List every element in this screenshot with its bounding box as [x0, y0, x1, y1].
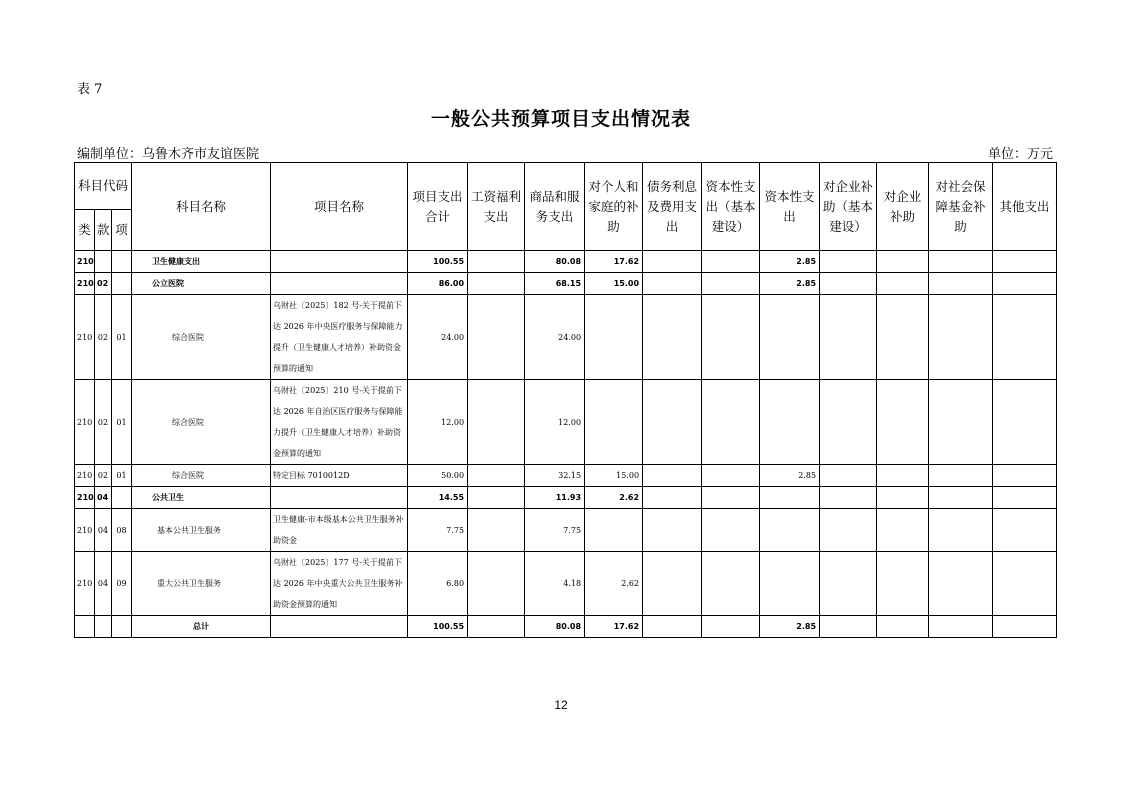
cell-capital — [760, 380, 820, 465]
cell-total: 100.55 — [408, 616, 468, 638]
cell-subject: 综合医院 — [132, 380, 271, 465]
header-xiang: 项 — [112, 210, 132, 251]
cell-other — [993, 509, 1057, 552]
cell-capital-basic — [702, 509, 760, 552]
cell-social — [929, 552, 993, 616]
table-number: 表 7 — [77, 82, 103, 97]
cell-wages — [468, 273, 525, 295]
header-goods: 商品和服务支出 — [525, 163, 585, 251]
cell-capital: 2.85 — [760, 273, 820, 295]
header-debt: 债务利息及费用支出 — [643, 163, 702, 251]
cell-goods: 7.75 — [525, 509, 585, 552]
cell-xiang — [112, 487, 132, 509]
cell-other — [993, 487, 1057, 509]
header-code-group: 科目代码 — [75, 163, 132, 210]
total-label: 总计 — [132, 616, 271, 638]
cell-capital-basic — [702, 552, 760, 616]
cell-goods: 4.18 — [525, 552, 585, 616]
cell-xiang — [112, 251, 132, 273]
cell-personal — [585, 380, 643, 465]
cell-debt — [643, 509, 702, 552]
cell-enterprise — [877, 509, 929, 552]
cell-lei: 210 — [75, 380, 95, 465]
table-row — [75, 380, 1057, 465]
cell-xiang: 01 — [112, 295, 132, 380]
cell-lei: 210 — [75, 273, 95, 295]
cell-enterprise-basic — [820, 251, 877, 273]
page-title: 一般公共预算项目支出情况表 — [430, 108, 691, 130]
cell-wages — [468, 295, 525, 380]
header-subject-name: 科目名称 — [132, 163, 271, 251]
cell-capital — [760, 295, 820, 380]
cell-subject: 重大公共卫生服务 — [132, 552, 271, 616]
cell-capital: 2.85 — [760, 465, 820, 487]
cell-personal: 17.62 — [585, 616, 643, 638]
cell-other — [993, 380, 1057, 465]
cell-xiang: 09 — [112, 552, 132, 616]
cell-enterprise-basic — [820, 509, 877, 552]
cell-capital-basic — [702, 251, 760, 273]
header-total: 项目支出合计 — [408, 163, 468, 251]
cell-capital: 2.85 — [760, 616, 820, 638]
budget-table — [74, 162, 1057, 638]
cell-capital-basic — [702, 616, 760, 638]
cell-xiang — [112, 273, 132, 295]
cell-total: 14.55 — [408, 487, 468, 509]
header-other: 其他支出 — [993, 163, 1057, 251]
unit-label: 单位：万元 — [987, 147, 1053, 162]
cell-kuan — [95, 616, 112, 638]
cell-enterprise-basic — [820, 465, 877, 487]
cell-kuan: 04 — [95, 509, 112, 552]
cell-kuan: 02 — [95, 380, 112, 465]
cell-capital-basic — [702, 465, 760, 487]
table-row — [75, 487, 1057, 509]
cell-total: 6.80 — [408, 552, 468, 616]
header-enterprise: 对企业补助 — [877, 163, 929, 251]
cell-capital — [760, 509, 820, 552]
cell-other — [993, 295, 1057, 380]
cell-social — [929, 616, 993, 638]
cell-enterprise-basic — [820, 295, 877, 380]
cell-enterprise-basic — [820, 273, 877, 295]
cell-debt — [643, 273, 702, 295]
cell-subject: 综合医院 — [132, 295, 271, 380]
cell-wages — [468, 616, 525, 638]
cell-goods: 80.08 — [525, 616, 585, 638]
table-row — [75, 251, 1057, 273]
cell-enterprise — [877, 251, 929, 273]
table-row — [75, 509, 1057, 552]
cell-total: 7.75 — [408, 509, 468, 552]
table-row — [75, 273, 1057, 295]
header-project-name: 项目名称 — [271, 163, 408, 251]
cell-kuan: 04 — [95, 487, 112, 509]
cell-personal: 15.00 — [585, 273, 643, 295]
cell-capital-basic — [702, 487, 760, 509]
cell-social — [929, 295, 993, 380]
cell-goods: 12.00 — [525, 380, 585, 465]
page-number: 12 — [554, 698, 568, 712]
header-enterprise-basic: 对企业补助（基本建设） — [820, 163, 877, 251]
cell-kuan: 02 — [95, 465, 112, 487]
cell-other — [993, 273, 1057, 295]
table-row — [75, 295, 1057, 380]
cell-enterprise-basic — [820, 552, 877, 616]
cell-other — [993, 251, 1057, 273]
cell-wages — [468, 487, 525, 509]
cell-project — [271, 487, 408, 509]
cell-subject: 公立医院 — [132, 273, 271, 295]
cell-project — [271, 273, 408, 295]
cell-lei: 210 — [75, 487, 95, 509]
header-kuan: 款 — [95, 210, 112, 251]
cell-capital-basic — [702, 295, 760, 380]
cell-project — [271, 251, 408, 273]
header-capital: 资本性支出 — [760, 163, 820, 251]
cell-enterprise — [877, 487, 929, 509]
cell-kuan — [95, 251, 112, 273]
cell-personal: 17.62 — [585, 251, 643, 273]
cell-lei — [75, 616, 95, 638]
cell-debt — [643, 487, 702, 509]
cell-other — [993, 465, 1057, 487]
cell-capital: 2.85 — [760, 251, 820, 273]
cell-enterprise — [877, 295, 929, 380]
cell-enterprise — [877, 616, 929, 638]
cell-project: 乌财社〔2025〕177 号-关于提前下达 2026 年中央重大公共卫生服务补助资金预算的通知 — [271, 552, 408, 616]
cell-xiang: 01 — [112, 465, 132, 487]
cell-subject: 卫生健康支出 — [132, 251, 271, 273]
cell-social — [929, 509, 993, 552]
header-capital-basic: 资本性支出（基本建设） — [702, 163, 760, 251]
cell-enterprise-basic — [820, 380, 877, 465]
table-body — [75, 251, 1057, 638]
cell-social — [929, 465, 993, 487]
cell-xiang — [112, 616, 132, 638]
cell-debt — [643, 380, 702, 465]
cell-goods: 80.08 — [525, 251, 585, 273]
cell-social — [929, 273, 993, 295]
cell-social — [929, 487, 993, 509]
cell-goods: 68.15 — [525, 273, 585, 295]
cell-project: 特定目标 7010012D — [271, 465, 408, 487]
cell-social — [929, 251, 993, 273]
cell-wages — [468, 465, 525, 487]
cell-goods: 32.15 — [525, 465, 585, 487]
cell-debt — [643, 295, 702, 380]
cell-xiang: 08 — [112, 509, 132, 552]
cell-project: 卫生健康-市本级基本公共卫生服务补助资金 — [271, 509, 408, 552]
cell-kuan: 02 — [95, 295, 112, 380]
cell-capital — [760, 487, 820, 509]
cell-capital-basic — [702, 273, 760, 295]
cell-lei: 210 — [75, 295, 95, 380]
cell-debt — [643, 616, 702, 638]
cell-lei: 210 — [75, 251, 95, 273]
cell-goods: 24.00 — [525, 295, 585, 380]
cell-total: 12.00 — [408, 380, 468, 465]
cell-enterprise — [877, 273, 929, 295]
cell-other — [993, 552, 1057, 616]
org-label: 编制单位：乌鲁木齐市友谊医院 — [77, 147, 260, 162]
cell-other — [993, 616, 1057, 638]
cell-enterprise — [877, 552, 929, 616]
cell-xiang: 01 — [112, 380, 132, 465]
table-row — [75, 552, 1057, 616]
cell-enterprise-basic — [820, 487, 877, 509]
cell-total: 50.00 — [408, 465, 468, 487]
cell-wages — [468, 251, 525, 273]
cell-debt — [643, 552, 702, 616]
cell-personal: 15.00 — [585, 465, 643, 487]
cell-goods: 11.93 — [525, 487, 585, 509]
cell-capital — [760, 552, 820, 616]
cell-total: 86.00 — [408, 273, 468, 295]
cell-personal — [585, 509, 643, 552]
cell-subject: 公共卫生 — [132, 487, 271, 509]
cell-total: 24.00 — [408, 295, 468, 380]
cell-personal: 2.62 — [585, 552, 643, 616]
cell-lei: 210 — [75, 509, 95, 552]
cell-kuan: 04 — [95, 552, 112, 616]
cell-project: 乌财社〔2025〕182 号-关于提前下达 2026 年中央医疗服务与保障能力提升（卫生健康人才培养）补助资金预算的通知 — [271, 295, 408, 380]
cell-wages — [468, 552, 525, 616]
cell-social — [929, 380, 993, 465]
cell-total: 100.55 — [408, 251, 468, 273]
cell-subject: 综合医院 — [132, 465, 271, 487]
cell-kuan: 02 — [95, 273, 112, 295]
header-lei: 类 — [75, 210, 95, 251]
total-row — [75, 616, 1057, 638]
cell-enterprise — [877, 465, 929, 487]
table-row — [75, 465, 1057, 487]
cell-wages — [468, 380, 525, 465]
cell-lei: 210 — [75, 465, 95, 487]
cell-wages — [468, 509, 525, 552]
cell-lei: 210 — [75, 552, 95, 616]
header-social: 对社会保障基金补助 — [929, 163, 993, 251]
cell-project — [271, 616, 408, 638]
cell-capital-basic — [702, 380, 760, 465]
table-header — [75, 163, 1057, 251]
header-wages: 工资福利支出 — [468, 163, 525, 251]
cell-subject: 基本公共卫生服务 — [132, 509, 271, 552]
header-personal: 对个人和家庭的补助 — [585, 163, 643, 251]
cell-personal — [585, 295, 643, 380]
cell-debt — [643, 465, 702, 487]
cell-enterprise — [877, 380, 929, 465]
cell-project: 乌财社〔2025〕210 号-关于提前下达 2026 年自治区医疗服务与保障能力提升（卫生健康人才培养）补助资金预算的通知 — [271, 380, 408, 465]
cell-debt — [643, 251, 702, 273]
cell-enterprise-basic — [820, 616, 877, 638]
cell-personal: 2.62 — [585, 487, 643, 509]
